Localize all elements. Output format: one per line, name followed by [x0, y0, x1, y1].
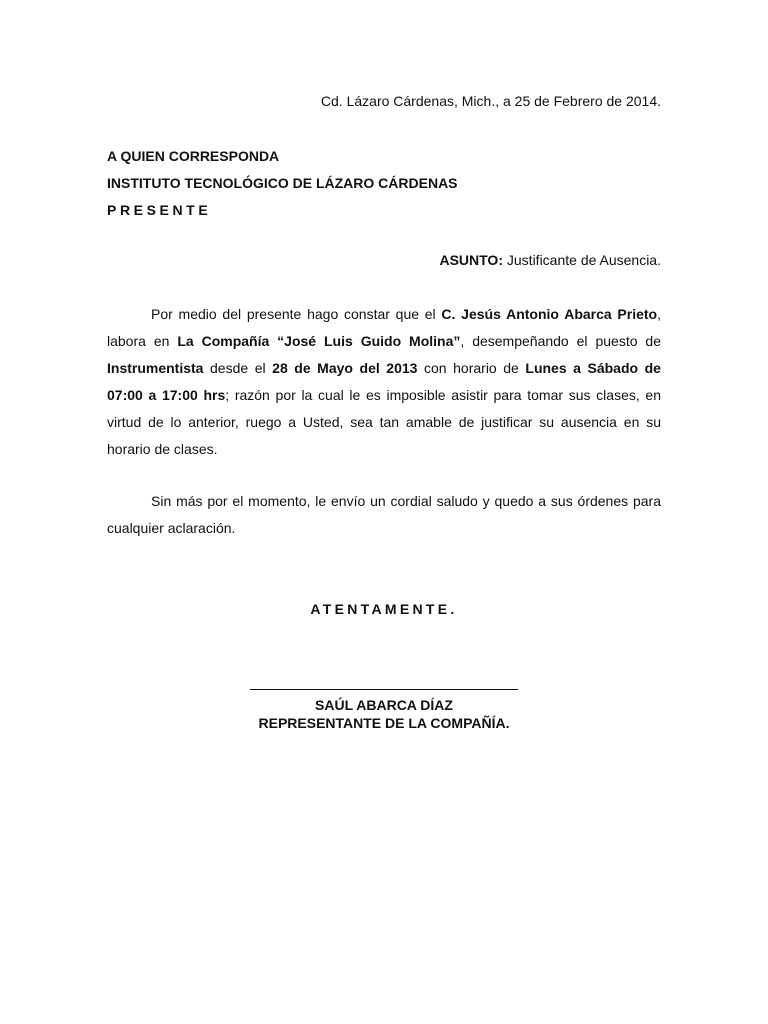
signer-role: REPRESENTANTE DE LA COMPAÑÍA.	[258, 715, 510, 731]
body-paragraph-1	[107, 301, 661, 463]
signature-block	[107, 680, 661, 732]
addressee-line-recipient: A QUIEN CORRESPONDA	[107, 148, 280, 164]
employee-name: C. Jesús Antonio Abarca Prieto	[441, 306, 658, 322]
job-title: Instrumentista	[107, 360, 204, 376]
body-text: Por medio del presente hago constar que el	[151, 306, 442, 322]
subject-text: Justificante de Ausencia.	[503, 252, 661, 268]
date-line: Cd. Lázaro Cárdenas, Mich., a 25 de Febrero de 2014.	[320, 93, 661, 109]
addressee-line-presente: PRESENTE	[107, 202, 212, 218]
closing-salutation: ATENTAMENTE.	[310, 601, 458, 617]
addressee-block	[107, 143, 661, 224]
body-paragraph-2: Sin más por el momento, le envío un cordial saludo y quedo a sus órdenes para cualquier aclaración.	[107, 493, 661, 536]
subject-line	[107, 250, 661, 270]
start-date: 28 de Mayo del 2013	[272, 360, 418, 376]
body-text: con horario de	[417, 360, 526, 376]
addressee-line-institution: INSTITUTO TECNOLÓGICO DE LÁZARO CÁRDENAS	[107, 175, 458, 191]
body-text: ; razón por la cual le es imposible asistir para tomar sus clases, en virtud de lo anterior, ruego a Usted, sea tan amable de justificar su ausencia en su horario de clases.	[107, 387, 662, 457]
subject-label: ASUNTO:	[439, 252, 503, 268]
signer-name: SAÚL ABARCA DÍAZ	[315, 697, 453, 713]
signature-line	[250, 689, 518, 690]
body-text: , desempeñando el puesto de	[460, 333, 661, 349]
body-text: , labora en	[107, 306, 661, 349]
body-text: desde el	[203, 360, 273, 376]
company-name: La Compañía “José Luis Guido Molina”	[177, 333, 461, 349]
work-schedule: Lunes a Sábado de 07:00 a 17:00 hrs	[107, 360, 661, 403]
